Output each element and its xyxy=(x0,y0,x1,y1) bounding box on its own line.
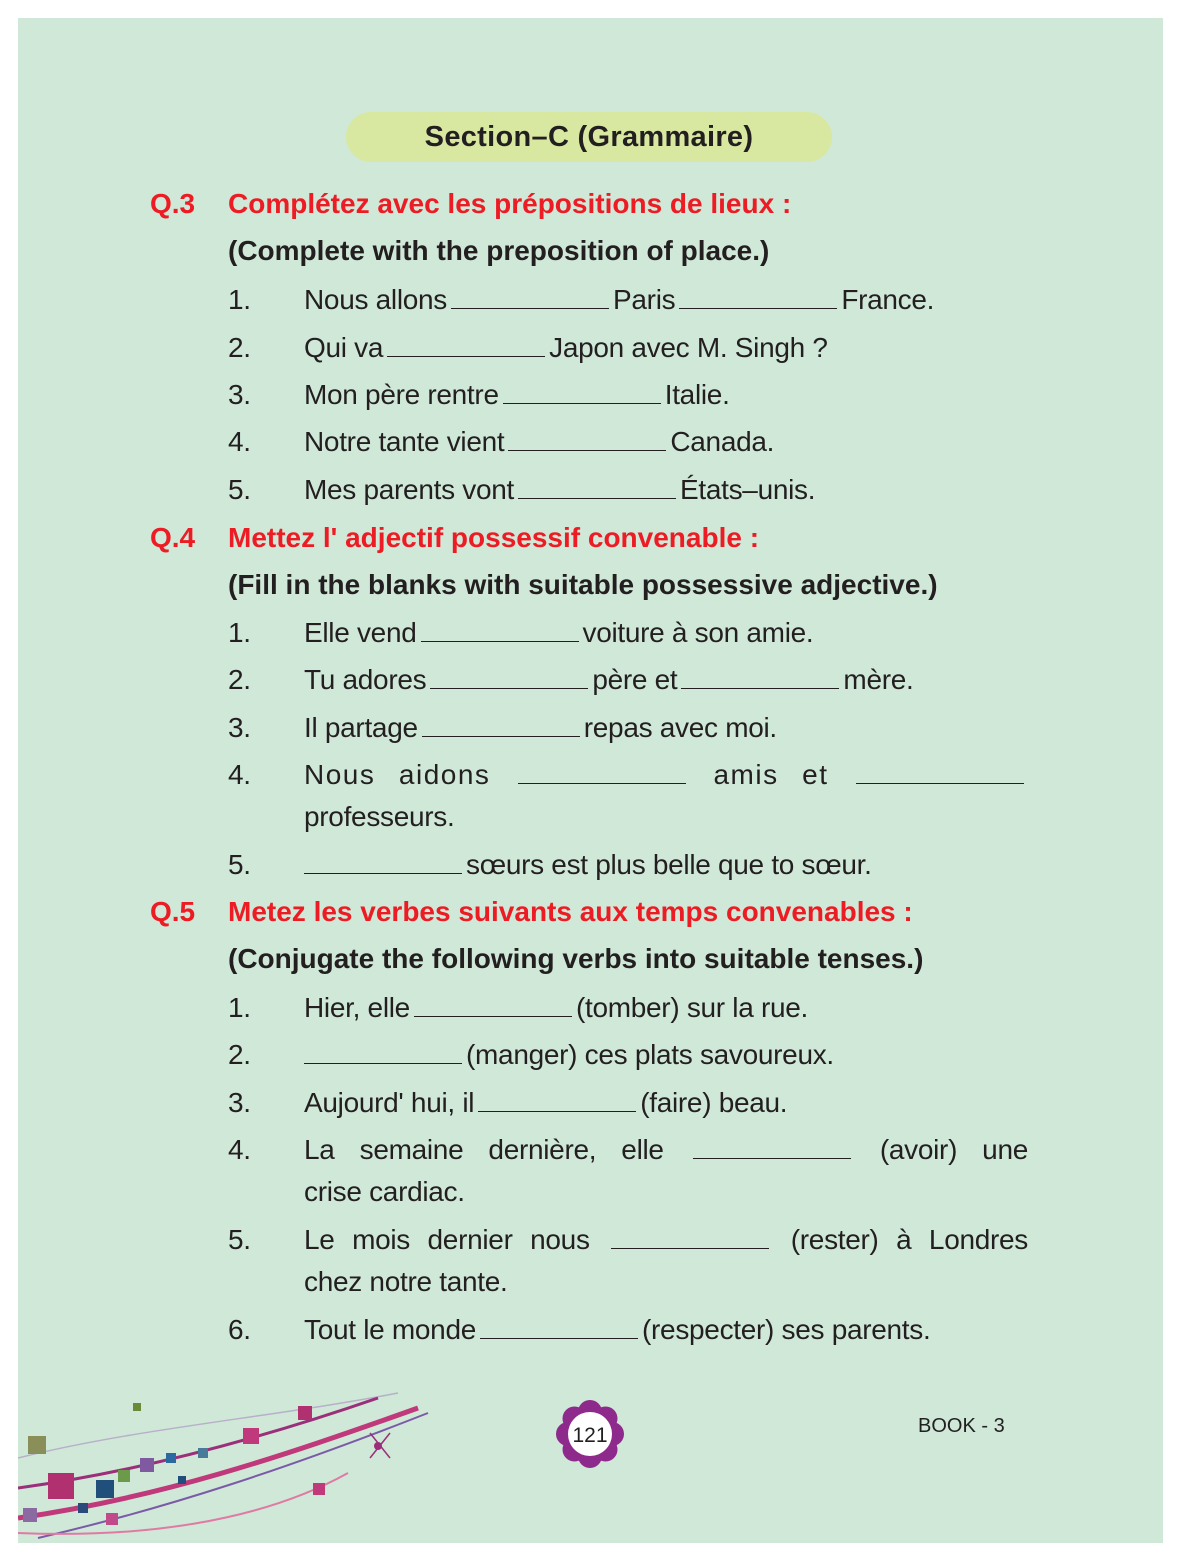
q3-number: Q.3 xyxy=(150,188,196,219)
answer-blank[interactable] xyxy=(611,1222,769,1249)
page-number-flower-badge xyxy=(554,1398,626,1470)
q3-item xyxy=(228,327,1028,369)
item-text: Aujourd' hui, il xyxy=(304,1087,475,1118)
item-number: 2. xyxy=(228,1039,251,1070)
item-text: Le mois dernier nous xyxy=(304,1224,590,1255)
answer-blank[interactable] xyxy=(421,615,579,642)
q5-item xyxy=(228,1129,1028,1213)
item-number: 5. xyxy=(228,1224,251,1255)
q3-item xyxy=(228,469,1028,511)
item-number: 2. xyxy=(228,332,251,363)
answer-blank[interactable] xyxy=(681,662,839,689)
item-text: Italie. xyxy=(664,379,730,410)
item-text: La semaine dernière, elle xyxy=(304,1134,664,1165)
item-text: Canada. xyxy=(670,426,775,457)
item-text: Nous aidons xyxy=(304,759,491,790)
page-number: 121 xyxy=(572,1424,608,1447)
item-text: Japon avec M. Singh ? xyxy=(549,332,828,363)
item-number: 5. xyxy=(228,849,251,880)
answer-blank[interactable] xyxy=(518,472,676,499)
q4-item xyxy=(228,707,1028,749)
decorative-swoosh-graphic xyxy=(18,1388,438,1543)
item-number: 5. xyxy=(228,474,251,505)
item-text: repas avec moi. xyxy=(583,712,777,743)
q5-item xyxy=(228,1309,1028,1351)
item-text: Paris xyxy=(613,284,676,315)
item-text: (rester) à Londres xyxy=(790,1224,1029,1255)
q5-item xyxy=(228,1219,1028,1303)
answer-blank[interactable] xyxy=(856,757,1024,784)
q4-number: Q.4 xyxy=(150,522,196,553)
answer-blank[interactable] xyxy=(693,1132,851,1159)
item-text: Mon père rentre xyxy=(304,379,499,410)
q4-item xyxy=(228,844,1028,886)
item-number: 4. xyxy=(228,426,251,457)
worksheet-page xyxy=(18,18,1163,1543)
answer-blank[interactable] xyxy=(679,282,837,309)
answer-blank[interactable] xyxy=(518,757,686,784)
item-text: Notre tante vient xyxy=(304,426,505,457)
item-text: père et xyxy=(592,664,678,695)
item-text: mère. xyxy=(843,664,914,695)
q4-item xyxy=(228,659,1028,701)
item-number: 3. xyxy=(228,379,251,410)
item-number: 1. xyxy=(228,992,251,1023)
q3-item xyxy=(228,279,1028,321)
q5-item xyxy=(228,1034,1028,1076)
item-text: (manger) ces plats savoureux. xyxy=(466,1039,834,1070)
item-text: (respecter) ses parents. xyxy=(642,1314,931,1345)
item-text: amis et xyxy=(713,759,829,790)
item-text: chez notre tante. xyxy=(304,1266,508,1297)
answer-blank[interactable] xyxy=(414,990,572,1017)
item-number: 4. xyxy=(228,759,251,790)
answer-blank[interactable] xyxy=(422,710,580,737)
answer-blank[interactable] xyxy=(480,1312,638,1339)
q3-item xyxy=(228,421,1028,463)
item-number: 2. xyxy=(228,664,251,695)
item-number: 3. xyxy=(228,1087,251,1118)
item-text: (faire) beau. xyxy=(640,1087,788,1118)
item-text: Qui va xyxy=(304,332,384,363)
item-text: Hier, elle xyxy=(304,992,410,1023)
q5-subtitle: (Conjugate the following verbs into suitable tenses.) xyxy=(228,943,924,974)
item-number: 4. xyxy=(228,1134,251,1165)
q4-subtitle: (Fill in the blanks with suitable possessive adjective.) xyxy=(228,569,938,600)
answer-blank[interactable] xyxy=(304,1037,462,1064)
q4-title: Mettez l' adjectif possessif convenable : xyxy=(228,522,760,553)
answer-blank[interactable] xyxy=(304,847,462,874)
item-text: Tu adores xyxy=(304,664,427,695)
item-text: (tomber) sur la rue. xyxy=(575,992,809,1023)
item-text: Tout le monde xyxy=(304,1314,476,1345)
item-number: 6. xyxy=(228,1314,251,1345)
item-text: professeurs. xyxy=(304,801,455,832)
item-number: 1. xyxy=(228,617,251,648)
item-text: France. xyxy=(841,284,935,315)
item-text: crise cardiac. xyxy=(304,1176,465,1207)
item-text: Il partage xyxy=(304,712,418,743)
section-title: Section–C (Grammaire) xyxy=(346,112,832,162)
book-label: BOOK - 3 xyxy=(918,1415,1005,1437)
q4-item xyxy=(228,754,1028,838)
item-text: voiture à son amie. xyxy=(582,617,814,648)
answer-blank[interactable] xyxy=(508,424,666,451)
answer-blank[interactable] xyxy=(387,330,545,357)
q3-item xyxy=(228,374,1028,416)
q3-title: Complétez avec les prépositions de lieux : xyxy=(228,188,792,219)
q3-subtitle: (Complete with the preposition of place.) xyxy=(228,235,770,266)
q5-title: Metez les verbes suivants aux temps convenables : xyxy=(228,896,913,927)
item-number: 3. xyxy=(228,712,251,743)
item-text: Mes parents vont xyxy=(304,474,514,505)
item-text: (avoir) une xyxy=(879,1134,1028,1165)
answer-blank[interactable] xyxy=(451,282,609,309)
answer-blank[interactable] xyxy=(478,1085,636,1112)
item-number: 1. xyxy=(228,284,251,315)
item-text: Elle vend xyxy=(304,617,417,648)
item-text: États–unis. xyxy=(679,474,816,505)
q4-item xyxy=(228,612,1028,654)
q5-item xyxy=(228,987,1028,1029)
item-text: sœurs est plus belle que to sœur. xyxy=(466,849,872,880)
item-text: Nous allons xyxy=(304,284,448,315)
q5-number: Q.5 xyxy=(150,896,196,927)
q5-item xyxy=(228,1082,1028,1124)
answer-blank[interactable] xyxy=(503,377,661,404)
answer-blank[interactable] xyxy=(430,662,588,689)
